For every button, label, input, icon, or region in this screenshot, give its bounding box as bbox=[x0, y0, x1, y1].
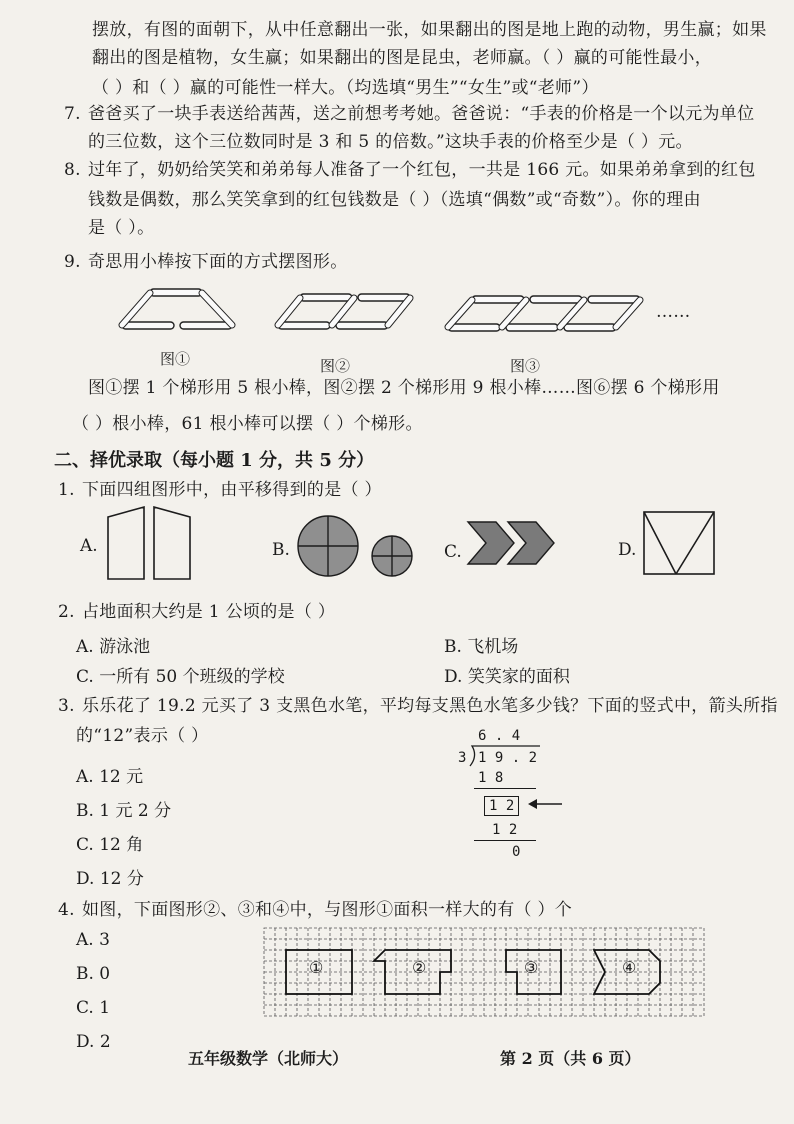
mc3-stem2: 的“12”表示（ ） bbox=[76, 726, 209, 746]
shape-4-label: ④ bbox=[622, 958, 637, 977]
mc1-option-c[interactable]: C. bbox=[444, 542, 462, 562]
section-2-heading: 二、择优录取（每小题 1 分，共 5 分） bbox=[54, 450, 375, 471]
figure-1-sticks bbox=[122, 289, 232, 329]
q6-line3: （ ）和（ ）赢的可能性一样大。（均选填“男生”“女生”或“老师”） bbox=[92, 78, 599, 98]
mc4-option-c[interactable]: C. 1 bbox=[76, 998, 111, 1018]
mc2-number: 2. bbox=[58, 602, 75, 622]
mc1-option-a[interactable]: A. bbox=[80, 536, 98, 556]
mc2-stem bbox=[58, 600, 335, 624]
figure-2-sticks bbox=[278, 294, 410, 329]
mc3-number: 3. bbox=[58, 696, 75, 716]
figure-2-label: 图② bbox=[320, 357, 351, 375]
footer-subject: 五年级数学（北师大） bbox=[188, 1049, 349, 1068]
area-grid-figure bbox=[264, 928, 704, 1018]
q8-text1: 过年了，奶奶给笑笑和弟弟每人准备了一个红包，一共是 166 元。如果弟弟拿到的红包 bbox=[88, 160, 756, 180]
arrow-icon bbox=[528, 798, 564, 810]
q8-line2: 钱数是偶数，那么笑笑拿到的红包钱数是（ ）（选填“偶数”或“奇数”）。你的理由 bbox=[88, 190, 701, 210]
stick-figures bbox=[110, 280, 710, 350]
mc1-figure-d bbox=[642, 510, 718, 578]
mc2-text: 占地面积大约是 1 公顷的是（ ） bbox=[82, 602, 336, 622]
q9-number: 9. bbox=[64, 252, 81, 272]
q7-line2: 的三位数，这个三位数同时是 3 和 5 的倍数。”这块手表的价格至少是（ ）元。 bbox=[88, 132, 693, 152]
mc1-option-b[interactable]: B. bbox=[272, 540, 290, 560]
figure-1-label: 图① bbox=[160, 350, 191, 368]
div-dividend: 1 9 . 2 bbox=[478, 750, 538, 766]
div-quotient: 6 . 4 bbox=[478, 728, 521, 744]
div-step1: 1 8 bbox=[478, 770, 504, 786]
mc3-option-d[interactable]: D. 12 分 bbox=[76, 869, 144, 889]
q8-line1 bbox=[64, 158, 756, 182]
mc2-option-d[interactable]: D. 笑笑家的面积 bbox=[444, 667, 570, 687]
mc2-option-b[interactable]: B. 飞机场 bbox=[444, 637, 519, 657]
q9-line3: （ ）根小棒，61 根小棒可以摆（ ）个梯形。 bbox=[72, 414, 423, 434]
q6-line1: 摆放，有图的面朝下，从中任意翻出一张，如果翻出的图是地上跑的动物，男生赢；如果 bbox=[92, 20, 767, 40]
mc3-option-c[interactable]: C. 12 角 bbox=[76, 835, 144, 855]
shape-2-label: ② bbox=[412, 958, 427, 977]
q8-line3: 是（ ）。 bbox=[88, 218, 155, 238]
mc1-stem bbox=[58, 478, 382, 502]
div-step3: 1 2 bbox=[492, 822, 518, 838]
mc4-stem bbox=[58, 898, 572, 922]
mc1-figure-b bbox=[296, 512, 420, 580]
mc1-figure-a bbox=[102, 503, 198, 583]
q7-number: 7. bbox=[64, 104, 81, 124]
q9-text1: 奇思用小棒按下面的方式摆图形。 bbox=[88, 252, 348, 272]
mc4-option-a[interactable]: A. 3 bbox=[76, 930, 110, 950]
shape-3-label: ③ bbox=[524, 958, 539, 977]
figure-3-sticks bbox=[448, 296, 640, 331]
mc4-option-b[interactable]: B. 0 bbox=[76, 964, 111, 984]
mc1-number: 1. bbox=[58, 480, 75, 500]
mc3-option-b[interactable]: B. 1 元 2 分 bbox=[76, 801, 172, 821]
q8-number: 8. bbox=[64, 160, 81, 180]
shape-1-label: ① bbox=[309, 958, 324, 977]
mc3-text1: 乐乐花了 19.2 元买了 3 支黑色水笔，平均每支黑色水笔多少钱？下面的竖式中，箭头所指 bbox=[82, 696, 778, 716]
mc1-option-d[interactable]: D. bbox=[618, 540, 637, 560]
q6-line2: 翻出的图是植物，女生赢；如果翻出的图是昆虫，老师赢。（ ）赢的可能性最小， bbox=[92, 48, 713, 68]
div-step2-boxed: 1 2 bbox=[484, 796, 519, 816]
q7-text1: 爸爸买了一块手表送给茜茜，送之前想考考她。爸爸说：“手表的价格是一个以元为单位 bbox=[88, 104, 755, 124]
q9-line2: 图①摆 1 个梯形用 5 根小棒，图②摆 2 个梯形用 9 根小棒……图⑥摆 6 个梯形用 bbox=[88, 378, 720, 398]
div-divisor: 3 bbox=[458, 750, 467, 766]
q9-dots: …… bbox=[656, 302, 691, 322]
q9-line1 bbox=[64, 250, 348, 274]
mc1-text: 下面四组图形中，由平移得到的是（ ） bbox=[82, 480, 382, 500]
mc3-stem1 bbox=[58, 694, 778, 718]
figure-3-label: 图③ bbox=[510, 357, 541, 375]
mc3-option-a[interactable]: A. 12 元 bbox=[76, 767, 144, 787]
long-division bbox=[454, 724, 574, 864]
footer-page-number: 第 2 页（共 6 页） bbox=[500, 1049, 641, 1068]
mc2-option-a[interactable]: A. 游泳池 bbox=[76, 637, 151, 657]
mc4-text: 如图，下面图形②、③和④中，与图形①面积一样大的有（ ）个 bbox=[82, 900, 573, 920]
div-remainder: 0 bbox=[512, 844, 521, 860]
q7-line1 bbox=[64, 102, 754, 126]
mc2-option-c[interactable]: C. 一所有 50 个班级的学校 bbox=[76, 667, 285, 687]
mc4-number: 4. bbox=[58, 900, 75, 920]
mc1-figure-c bbox=[466, 520, 558, 566]
mc4-option-d[interactable]: D. 2 bbox=[76, 1032, 111, 1052]
